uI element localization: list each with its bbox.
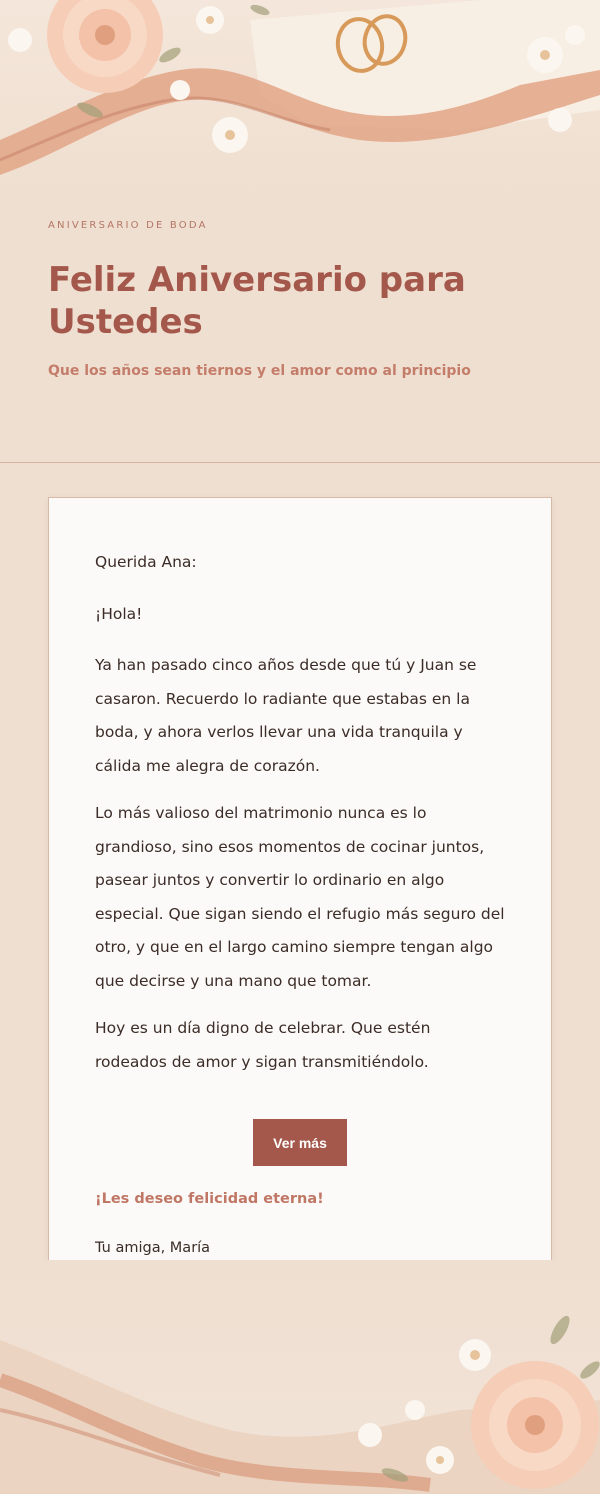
eyebrow-label: ANIVERSARIO DE BODA xyxy=(48,220,208,231)
page-subtitle: Que los años sean tiernos y el amor como al principio xyxy=(48,363,471,379)
flowers-illustration xyxy=(0,0,600,200)
letter-body xyxy=(95,546,507,1093)
letter-paragraph: Ya han pasado cinco años desde que tú y Juan se casaron. Recuerdo lo radiante que estabas en la boda, y ahora verlos llevar una vida tranquila y cálida me alegra de corazón. xyxy=(95,656,477,775)
page-title: Feliz Aniversario para Ustedes xyxy=(48,260,466,342)
wish-text: ¡Les deseo felicidad eterna! xyxy=(95,1191,324,1207)
letter-paragraph: Lo más valioso del matrimonio nunca es lo grandioso, sino esos momentos de cocinar juntos, pasear juntos y convertir lo ordinario en algo especial. Que sigan siendo el refugio más seguro del otro, y que en el largo camino siempre tengan algo que decirse y una mano que tomar. xyxy=(95,804,505,990)
signature: Tu amiga, María xyxy=(95,1240,211,1256)
letter-greeting: Querida Ana: xyxy=(95,553,197,571)
letter-card xyxy=(48,497,552,1330)
divider xyxy=(0,462,600,463)
letter-paragraph: Hoy es un día digno de celebrar. Que estén rodeados de amor y sigan transmitiéndolo. xyxy=(95,1019,431,1071)
ribbon-illustration xyxy=(0,1260,600,1494)
footer-illustration xyxy=(0,1260,600,1494)
hero-illustration xyxy=(0,0,600,200)
letter-hello: ¡Hola! xyxy=(95,604,143,623)
header xyxy=(48,220,568,379)
see-more-button[interactable]: Ver más xyxy=(253,1119,347,1166)
